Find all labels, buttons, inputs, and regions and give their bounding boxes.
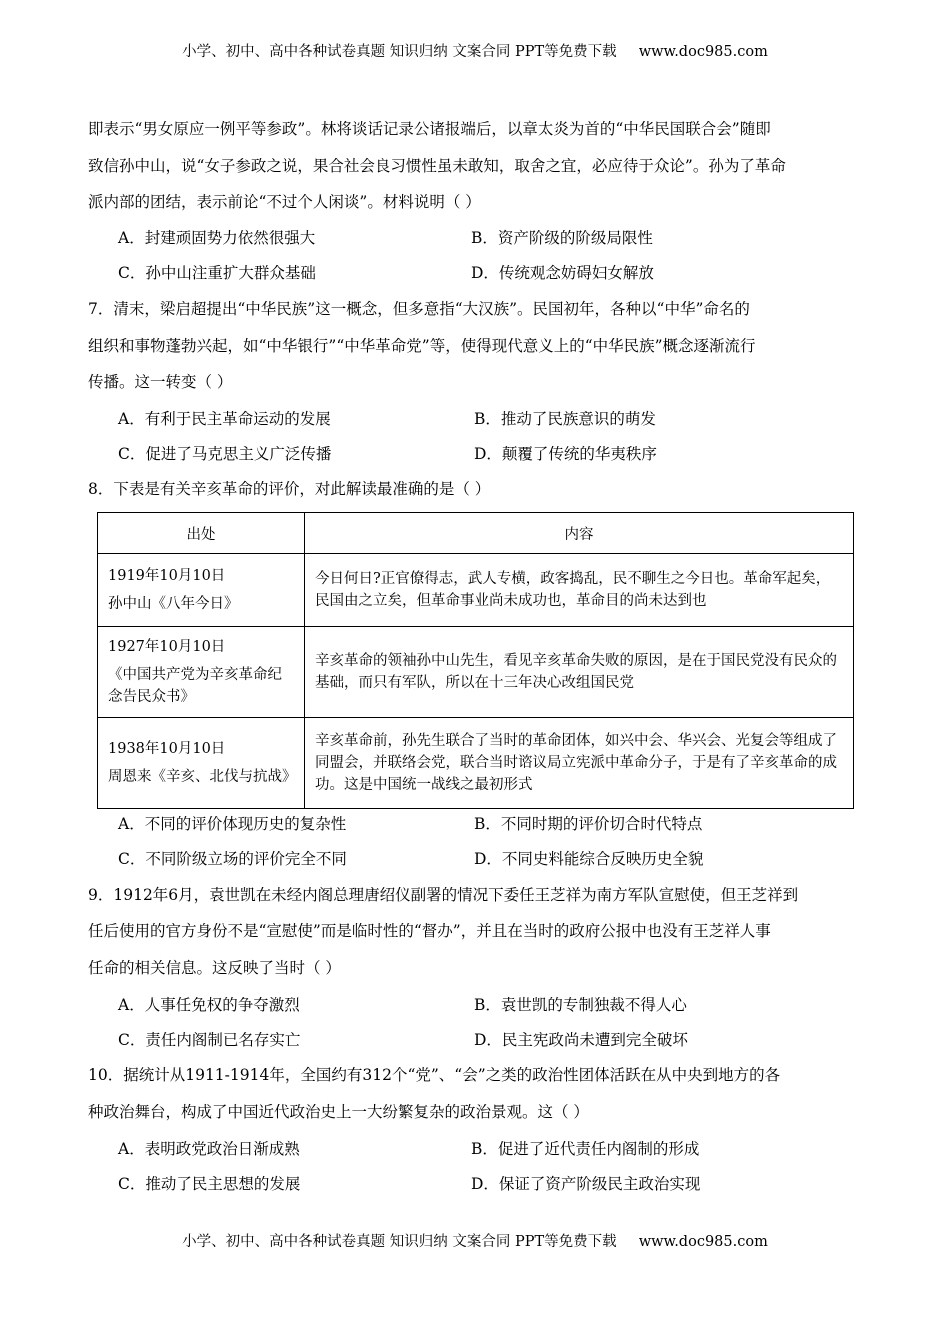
q9-line-1: 9．1912年6月，袁世凯在未经内阁总理唐绍仪副署的情况下委任王芝祥为南方军队宣慰使，但王芝祥到 (88, 886, 799, 904)
header-content: 内容 (305, 513, 854, 554)
footer-text: 小学、初中、高中各种试卷真题 知识归纳 文案合同 PPT等免费下载 (182, 1234, 617, 1250)
header-url[interactable]: www.doc985.com (638, 44, 768, 60)
q6-line-1: 即表示“男女原应一例平等参政”。林将谈话记录公诸报端后，以章太炎为首的“中华民国联合会”随即 (88, 120, 771, 138)
q7-line-1: 7．清末，梁启超提出“中华民族”这一概念，但多意指“大汉族”。民国初年，各种以“中华”命名的 (88, 300, 750, 318)
q10-option-b: B．促进了近代责任内阁制的形成 (471, 1140, 700, 1158)
q7-option-d: D．颠覆了传统的华夷秩序 (474, 445, 657, 463)
q9-option-d: D．民主宪政尚未遭到完全破坏 (474, 1031, 688, 1049)
row-3-date: 1938年10月10日 (108, 741, 226, 757)
row-3-source-cell (98, 718, 305, 809)
q7-option-a: A．有利于民主革命运动的发展 (118, 410, 331, 428)
q8-option-c: C．不同阶级立场的评价完全不同 (118, 850, 347, 868)
q8-option-a: A．不同的评价体现历史的复杂性 (118, 815, 347, 833)
table-row (98, 718, 854, 809)
table-header-row (98, 513, 854, 554)
row-3-content: 辛亥革命前，孙先生联合了当时的革命团体，如兴中会、华兴会、光复会等组成了同盟会，并联络会党，联合当时谘议局立宪派中革命分子，于是有了辛亥革命的成功。这是中国统一战线之最初形式 (305, 718, 854, 809)
row-2-source-cell (98, 627, 305, 718)
table-row (98, 627, 854, 718)
header-source: 出处 (98, 513, 305, 554)
q6-option-b: B．资产阶级的阶级局限性 (471, 229, 653, 247)
q10-option-c: C．推动了民主思想的发展 (118, 1175, 301, 1193)
footer-url[interactable]: www.doc985.com (638, 1234, 768, 1250)
q8-option-d: D．不同史料能综合反映历史全貌 (474, 850, 704, 868)
row-2-content: 辛亥革命的领袖孙中山先生，看见辛亥革命失败的原因，是在于国民党没有民众的基础，而只有军队，所以在十三年决心改组国民党 (305, 627, 854, 718)
q7-line-2: 组织和事物蓬勃兴起，如“中华银行”“中华革命党”等，使得现代意义上的“中华民族”概念逐渐流行 (88, 337, 756, 355)
q6-option-a: A．封建顽固势力依然很强大 (118, 229, 316, 247)
row-3-source: 周恩来《辛亥、北伐与抗战》 (108, 769, 297, 785)
q6-line-3: 派内部的团结，表示前论“不过个人闲谈”。材料说明（ ） (88, 193, 481, 211)
page-footer (0, 1230, 950, 1251)
row-1-content: 今日何日?正官僚得志，武人专横，政客捣乱，民不聊生之今日也。革命军起矣，民国由之立矣，但革命事业尚未成功也，革命目的尚未达到也 (305, 554, 854, 627)
row-2-source: 《中国共产党为辛亥革命纪念告民众书》 (108, 667, 282, 705)
q6-option-c: C．孙中山注重扩大群众基础 (118, 264, 316, 282)
q6-line-2: 致信孙中山，说“女子参政之说，果合社会良习惯性虽未敢知，取舍之宜，必应待于众论”。孙为了革命 (88, 157, 786, 175)
q10-option-a: A．表明政党政治日渐成熟 (118, 1140, 300, 1158)
q8-option-b: B．不同时期的评价切合时代特点 (474, 815, 703, 833)
header-text: 小学、初中、高中各种试卷真题 知识归纳 文案合同 PPT等免费下载 (182, 44, 617, 60)
q9-line-3: 任命的相关信息。这反映了当时（ ） (88, 959, 341, 977)
q10-line-1: 10．据统计从1911-1914年，全国约有312个“党”、“会”之类的政治性团体活跃在从中央到地方的各 (88, 1066, 781, 1084)
page-header (0, 40, 950, 61)
q9-line-2: 任后使用的官方身份不是“宣慰使”而是临时性的“督办”，并且在当时的政府公报中也没有王芝祥人事 (88, 922, 771, 940)
evaluation-table (97, 512, 854, 809)
q9-option-c: C．责任内阁制已名存实亡 (118, 1031, 301, 1049)
q8-stem: 8．下表是有关辛亥革命的评价，对此解读最准确的是（ ） (88, 480, 491, 498)
row-2-date: 1927年10月10日 (108, 639, 226, 655)
q7-option-b: B．推动了民族意识的萌发 (474, 410, 656, 428)
q9-option-b: B．袁世凯的专制独裁不得人心 (474, 996, 687, 1014)
q10-line-2: 种政治舞台，构成了中国近代政治史上一大纷繁复杂的政治景观。这（ ） (88, 1103, 589, 1121)
q7-option-c: C．促进了马克思主义广泛传播 (118, 445, 332, 463)
table-row (98, 554, 854, 627)
row-1-date: 1919年10月10日 (108, 568, 226, 584)
q9-option-a: A．人事任免权的争夺激烈 (118, 996, 300, 1014)
q6-option-d: D．传统观念妨碍妇女解放 (471, 264, 654, 282)
q7-line-3: 传播。这一转变（ ） (88, 373, 233, 391)
row-1-source-cell (98, 554, 305, 627)
q10-option-d: D．保证了资产阶级民主政治实现 (471, 1175, 701, 1193)
row-1-source: 孙中山《八年今日》 (108, 596, 239, 612)
